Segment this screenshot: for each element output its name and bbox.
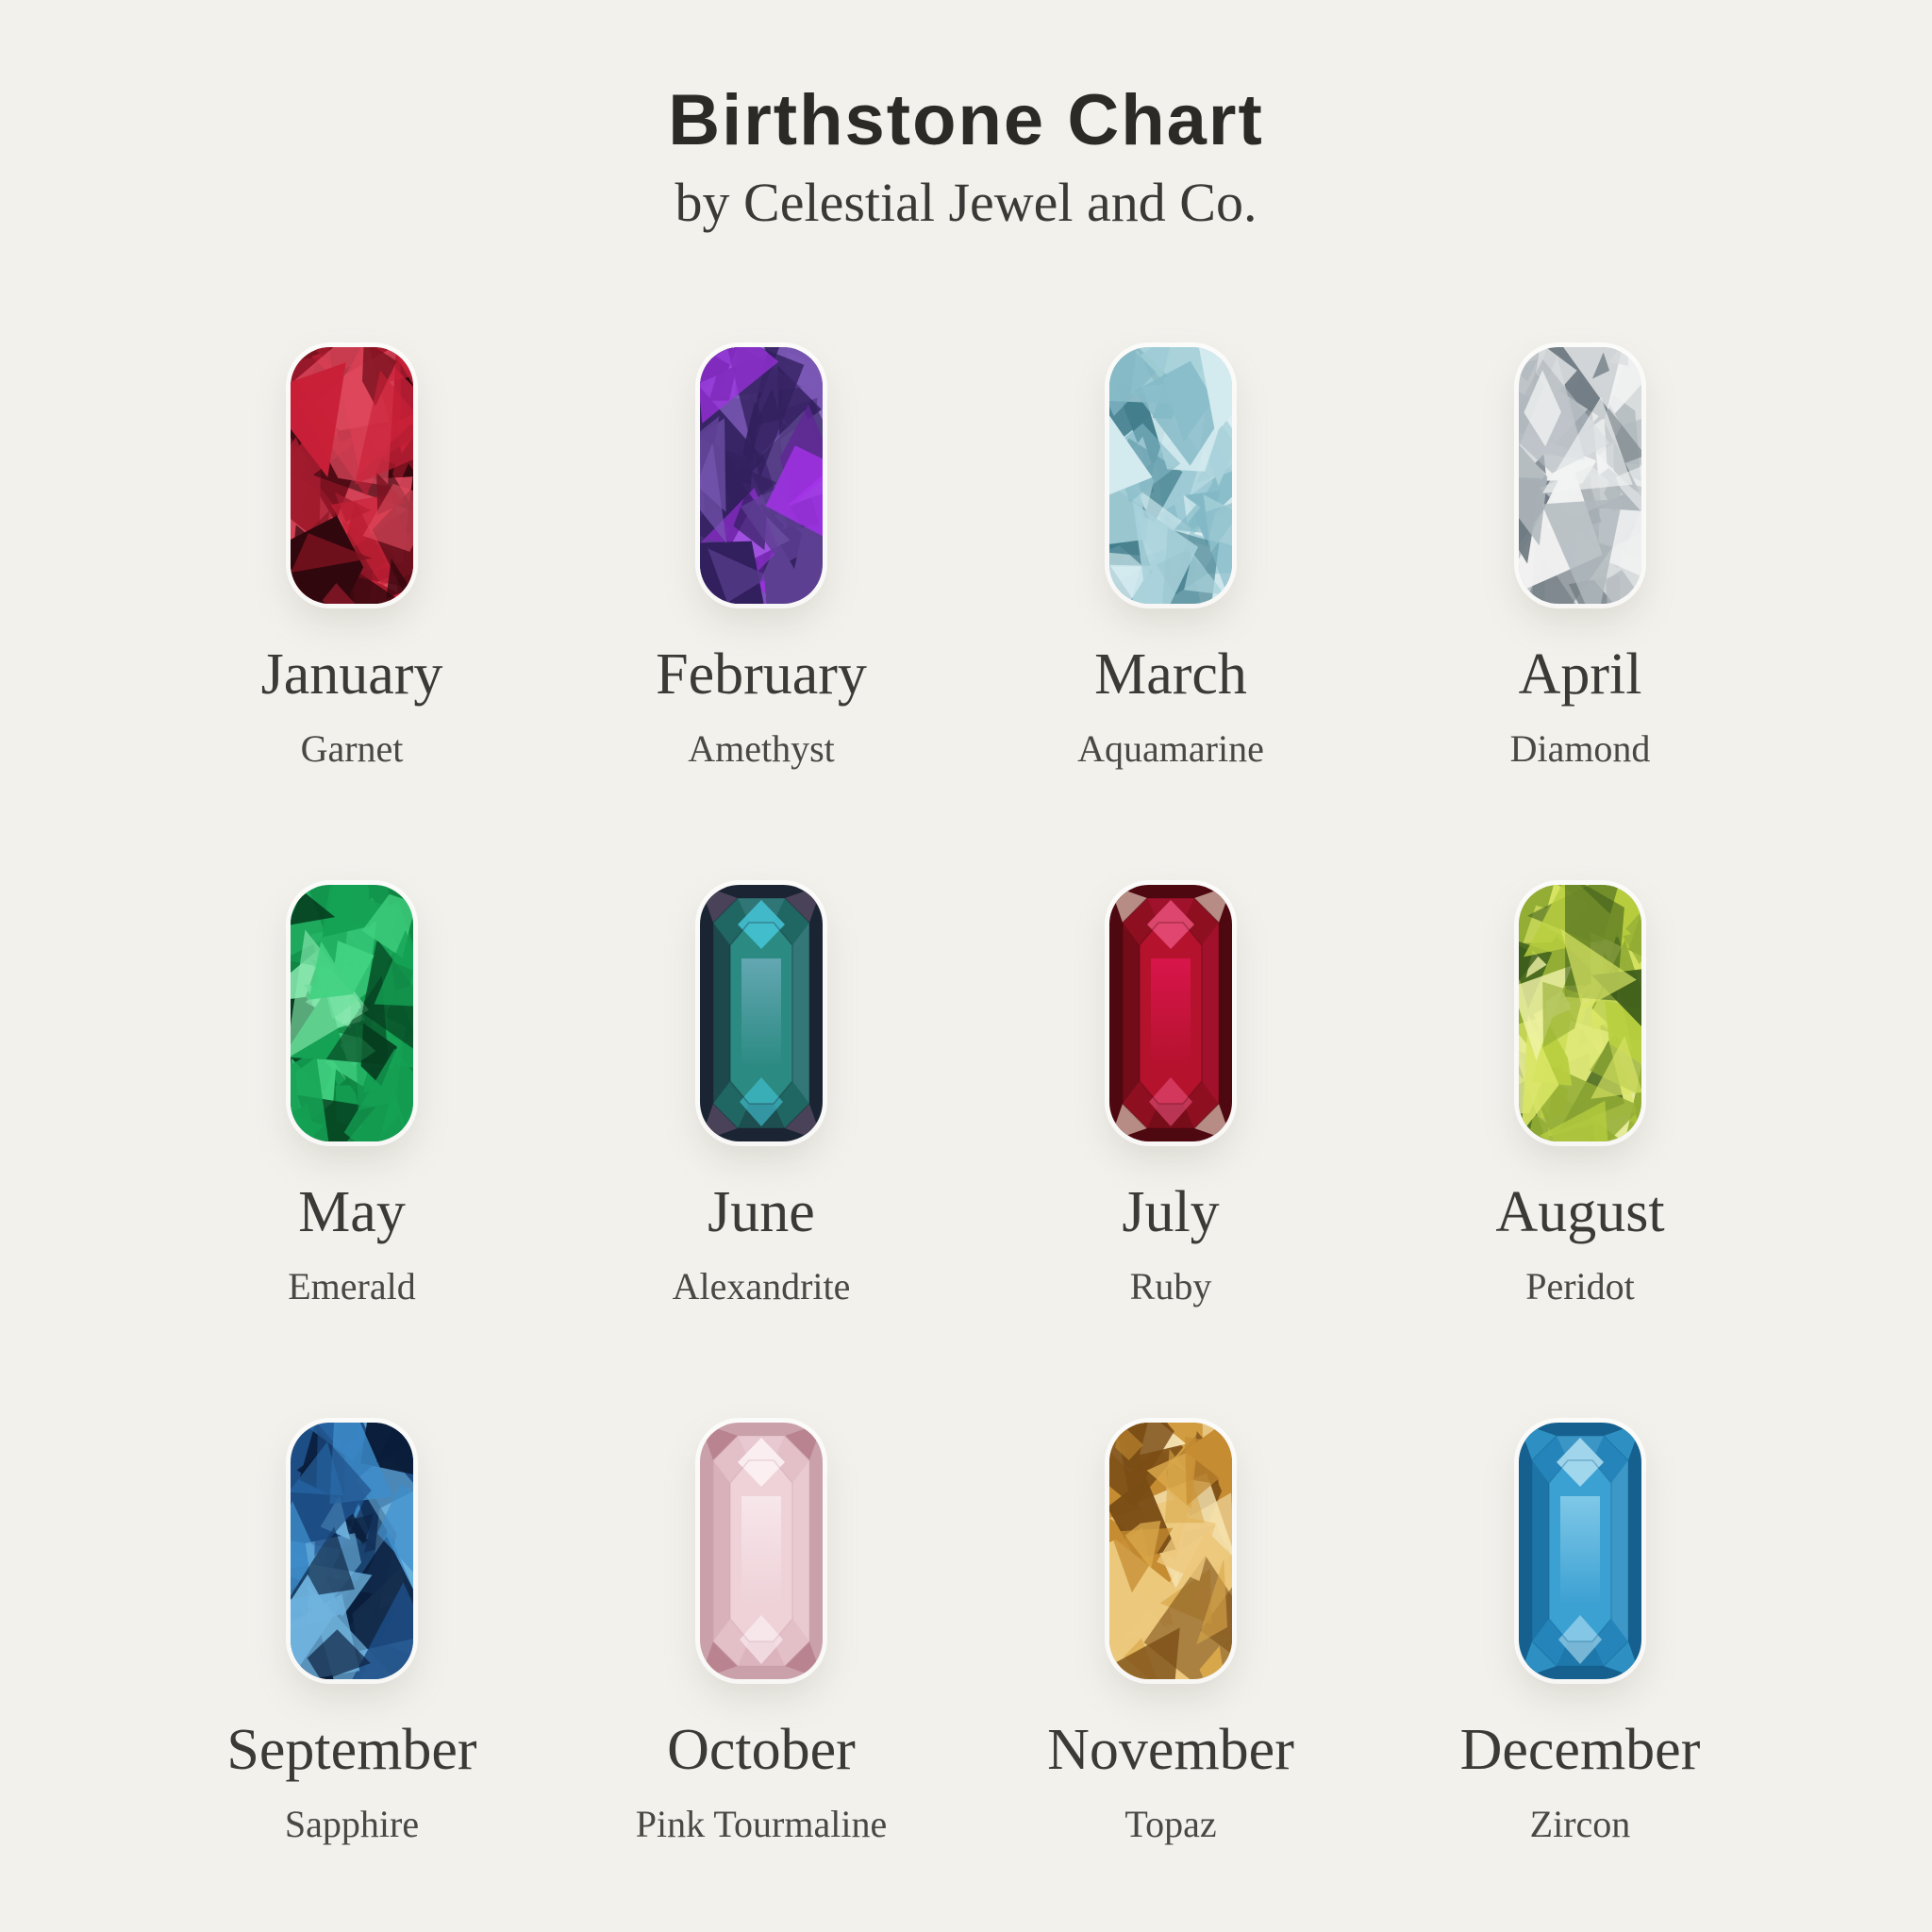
gem-caption [635,1679,888,1846]
gem-grid [0,347,1932,1932]
gem-caption [1047,1679,1294,1846]
ruby-gem-graphic [1109,885,1232,1141]
stone-label-sapphire: Sapphire [284,1803,420,1846]
gem-caption [1077,604,1264,771]
stone-label-peridot: Peridot [1525,1265,1635,1308]
month-label-january: January [260,642,443,708]
garnet-gem-graphic [291,347,413,604]
gem-image-aquamarine [1109,347,1232,604]
gem-caption [1122,1141,1219,1306]
month-label-may: May [298,1180,406,1245]
gem-image-zircon [1519,1423,1641,1679]
zircon-gem-graphic [1519,1423,1641,1679]
gem-image-pink-tourmaline [700,1423,823,1679]
peridot-gem-graphic [1519,885,1641,1141]
gem-image-garnet [291,347,413,604]
month-label-march: March [1094,642,1247,708]
gem-image-topaz [1109,1423,1232,1679]
amethyst-gem-graphic [700,347,823,604]
gem-cell-january [147,347,557,885]
gem-caption [226,1679,477,1846]
gem-cell-december [1375,1423,1785,1932]
gem-image-amethyst [700,347,823,604]
gem-cell-june [557,885,966,1423]
month-label-june: June [708,1180,815,1245]
sapphire-gem-graphic [291,1423,413,1679]
gem-image-ruby [1109,885,1232,1141]
gem-caption [260,604,443,771]
alexandrite-gem-graphic [700,885,823,1141]
stone-label-amethyst: Amethyst [688,727,835,771]
month-label-august: August [1495,1180,1665,1245]
page-title: Birthstone Chart [668,80,1264,160]
gem-caption [656,604,867,771]
stone-label-zircon: Zircon [1529,1803,1631,1846]
month-label-april: April [1518,642,1642,708]
gem-cell-february [557,347,966,885]
month-label-october: October [667,1718,856,1783]
stone-label-emerald: Emerald [288,1265,416,1308]
gem-image-peridot [1519,885,1641,1141]
stone-label-alexandrite: Alexandrite [672,1265,851,1308]
gem-cell-october [557,1423,966,1932]
gem-cell-september [147,1423,557,1932]
poster-header [0,0,1932,234]
gem-image-diamond [1519,347,1641,604]
stone-label-pink-tourmaline: Pink Tourmaline [635,1803,888,1846]
month-label-december: December [1459,1718,1701,1783]
stone-label-garnet: Garnet [300,727,404,771]
stone-label-ruby: Ruby [1129,1265,1212,1308]
gem-cell-may [147,885,557,1423]
month-label-february: February [656,642,867,708]
gem-caption [1495,1141,1664,1306]
topaz-gem-graphic [1109,1423,1232,1679]
gem-caption [673,1141,851,1306]
gem-cell-august [1375,885,1785,1423]
gem-cell-november [966,1423,1375,1932]
aquamarine-gem-graphic [1109,347,1232,604]
month-label-september: September [226,1718,477,1783]
stone-label-aquamarine: Aquamarine [1077,727,1264,771]
stone-label-diamond: Diamond [1509,727,1651,771]
emerald-gem-graphic [291,885,413,1141]
gem-image-alexandrite [700,885,823,1141]
gem-image-emerald [291,885,413,1141]
gem-caption [1509,604,1651,771]
gem-cell-april [1375,347,1785,885]
gem-caption [288,1141,416,1306]
diamond-gem-graphic [1519,347,1641,604]
stone-label-topaz: Topaz [1124,1803,1217,1846]
gem-image-sapphire [291,1423,413,1679]
page-subtitle: by Celestial Jewel and Co. [675,171,1257,233]
gem-cell-march [966,347,1375,885]
gem-caption [1459,1679,1701,1846]
gem-cell-july [966,885,1375,1423]
pink-tourmaline-gem-graphic [700,1423,823,1679]
month-label-november: November [1047,1718,1294,1783]
month-label-july: July [1122,1180,1220,1245]
